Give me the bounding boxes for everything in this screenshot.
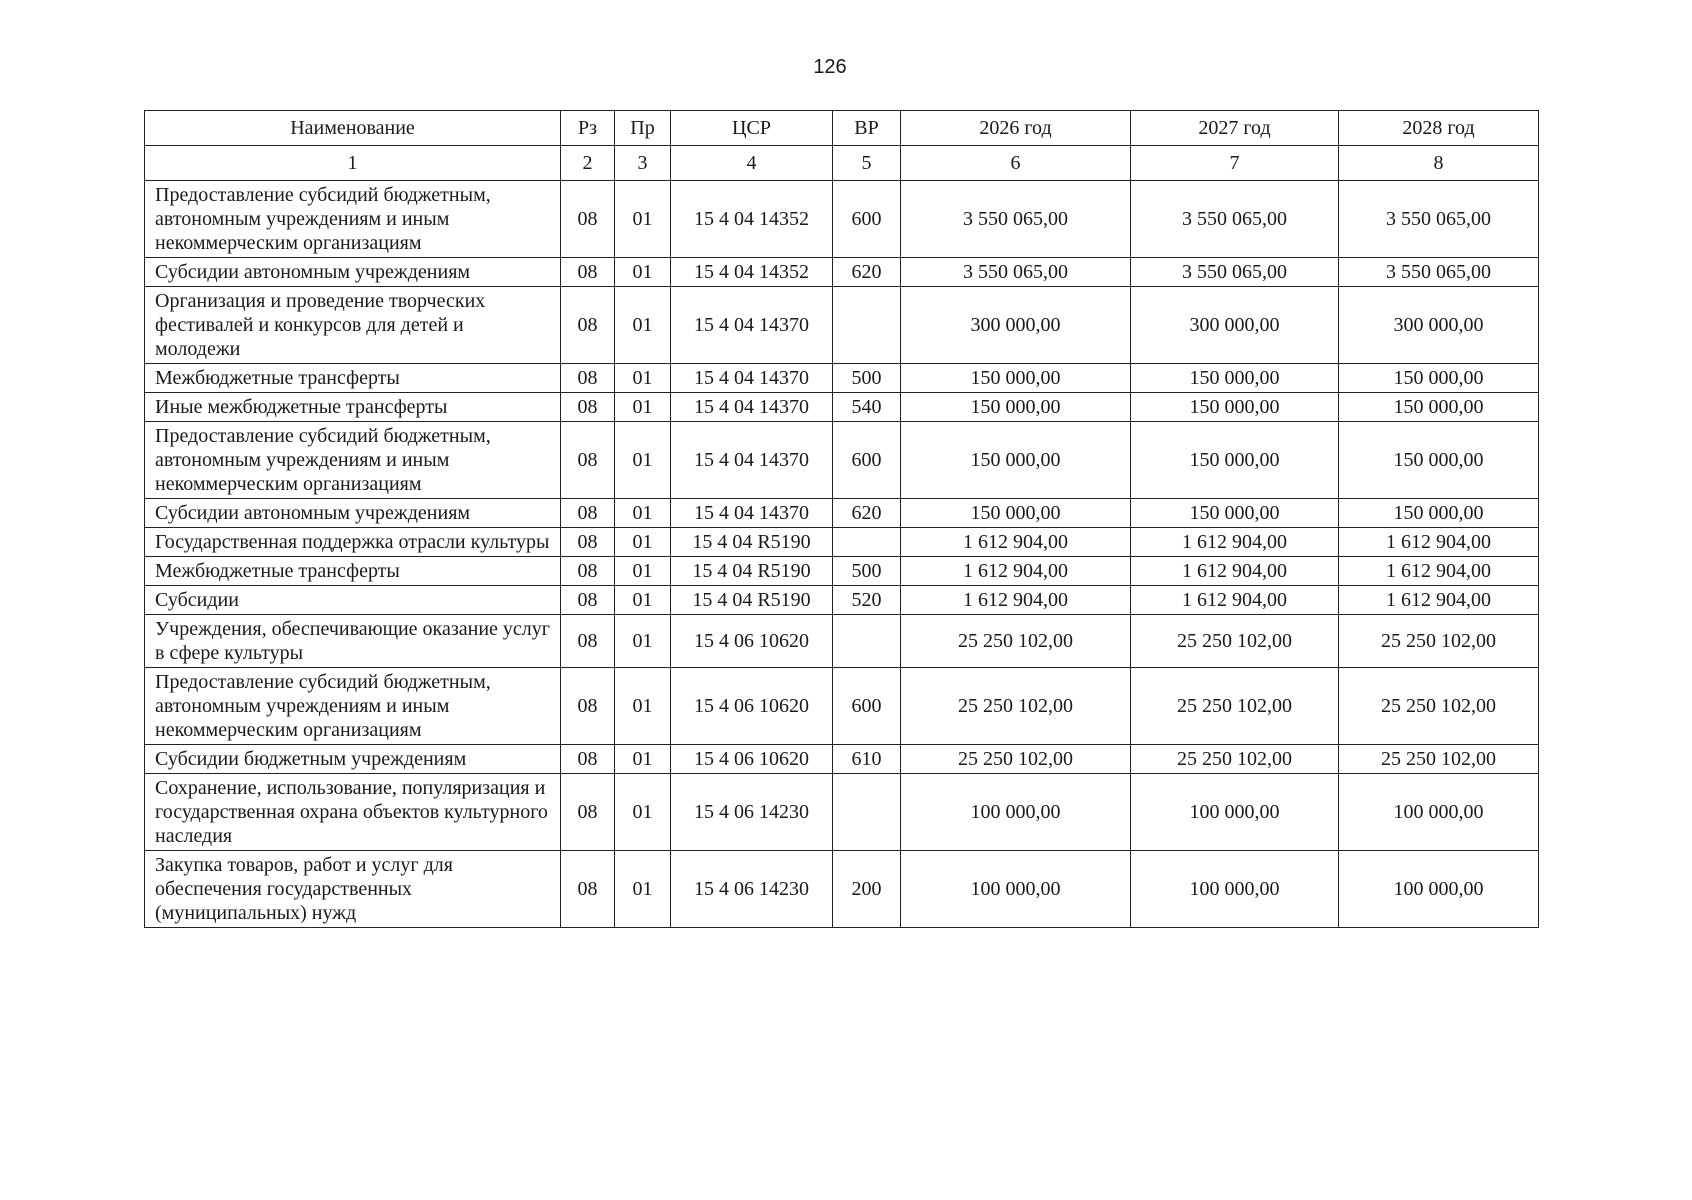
column-header-2027: 2027 год	[1131, 111, 1339, 146]
row-2028-cell: 1 612 904,00	[1339, 586, 1539, 615]
row-vr-cell: 200	[833, 851, 901, 928]
row-2026-cell: 25 250 102,00	[901, 615, 1131, 668]
row-name-cell: Иные межбюджетные трансферты	[145, 393, 561, 422]
row-2027-cell: 25 250 102,00	[1131, 668, 1339, 745]
row-rz-cell: 08	[561, 258, 615, 287]
row-csr-cell: 15 4 04 14370	[671, 287, 833, 364]
row-vr-cell: 600	[833, 668, 901, 745]
row-vr-cell	[833, 774, 901, 851]
table-row	[145, 774, 1539, 851]
row-2028-cell: 1 612 904,00	[1339, 528, 1539, 557]
row-name-cell: Предоставление субсидий бюджетным, автономным учреждениям и иным некоммерческим организациям	[145, 668, 561, 745]
column-number: 1	[145, 146, 561, 181]
row-name-cell: Закупка товаров, работ и услуг для обеспечения государственных (муниципальных) нужд	[145, 851, 561, 928]
row-name-cell: Государственная поддержка отрасли культуры	[145, 528, 561, 557]
row-vr-cell: 610	[833, 745, 901, 774]
row-name-cell: Субсидии	[145, 586, 561, 615]
table-body	[145, 181, 1539, 928]
row-vr-cell: 520	[833, 586, 901, 615]
row-2027-cell: 3 550 065,00	[1131, 181, 1339, 258]
row-rz-cell: 08	[561, 745, 615, 774]
row-rz-cell: 08	[561, 851, 615, 928]
row-pr-cell: 01	[615, 364, 671, 393]
row-pr-cell: 01	[615, 668, 671, 745]
row-vr-cell: 600	[833, 422, 901, 499]
row-2028-cell: 25 250 102,00	[1339, 668, 1539, 745]
row-2028-cell: 150 000,00	[1339, 364, 1539, 393]
table-row	[145, 851, 1539, 928]
row-2027-cell: 25 250 102,00	[1131, 615, 1339, 668]
row-csr-cell: 15 4 04 R5190	[671, 586, 833, 615]
row-csr-cell: 15 4 04 R5190	[671, 528, 833, 557]
column-header-rz: Рз	[561, 111, 615, 146]
budget-table	[144, 110, 1539, 928]
row-2028-cell: 25 250 102,00	[1339, 745, 1539, 774]
row-pr-cell: 01	[615, 851, 671, 928]
row-2026-cell: 100 000,00	[901, 851, 1131, 928]
row-2028-cell: 3 550 065,00	[1339, 181, 1539, 258]
column-number: 7	[1131, 146, 1339, 181]
page-number: 126	[813, 56, 847, 78]
row-2027-cell: 1 612 904,00	[1131, 557, 1339, 586]
row-2027-cell: 1 612 904,00	[1131, 528, 1339, 557]
row-csr-cell: 15 4 04 R5190	[671, 557, 833, 586]
row-csr-cell: 15 4 06 10620	[671, 745, 833, 774]
column-header-name: Наименование	[145, 111, 561, 146]
row-2027-cell: 150 000,00	[1131, 499, 1339, 528]
row-csr-cell: 15 4 06 14230	[671, 774, 833, 851]
row-rz-cell: 08	[561, 287, 615, 364]
row-2026-cell: 1 612 904,00	[901, 528, 1131, 557]
row-2026-cell: 1 612 904,00	[901, 557, 1131, 586]
column-header-2026: 2026 год	[901, 111, 1131, 146]
row-2026-cell: 1 612 904,00	[901, 586, 1131, 615]
row-pr-cell: 01	[615, 774, 671, 851]
row-2027-cell: 150 000,00	[1131, 364, 1339, 393]
table-row	[145, 364, 1539, 393]
column-header-pr: Пр	[615, 111, 671, 146]
row-vr-cell	[833, 528, 901, 557]
row-rz-cell: 08	[561, 393, 615, 422]
column-header-2028: 2028 год	[1339, 111, 1539, 146]
row-rz-cell: 08	[561, 774, 615, 851]
table-row	[145, 181, 1539, 258]
row-2027-cell: 25 250 102,00	[1131, 745, 1339, 774]
row-csr-cell: 15 4 06 10620	[671, 668, 833, 745]
row-2028-cell: 3 550 065,00	[1339, 258, 1539, 287]
row-2026-cell: 150 000,00	[901, 364, 1131, 393]
table-row	[145, 422, 1539, 499]
row-vr-cell: 620	[833, 258, 901, 287]
row-name-cell: Межбюджетные трансферты	[145, 364, 561, 393]
row-2028-cell: 150 000,00	[1339, 422, 1539, 499]
row-vr-cell: 600	[833, 181, 901, 258]
column-number: 8	[1339, 146, 1539, 181]
column-header-csr: ЦСР	[671, 111, 833, 146]
row-pr-cell: 01	[615, 745, 671, 774]
row-2027-cell: 1 612 904,00	[1131, 586, 1339, 615]
column-number: 6	[901, 146, 1131, 181]
row-2028-cell: 300 000,00	[1339, 287, 1539, 364]
row-pr-cell: 01	[615, 615, 671, 668]
header-row	[145, 111, 1539, 146]
row-2026-cell: 150 000,00	[901, 422, 1131, 499]
column-header-vr: ВР	[833, 111, 901, 146]
row-csr-cell: 15 4 04 14370	[671, 422, 833, 499]
row-name-cell: Межбюджетные трансферты	[145, 557, 561, 586]
row-name-cell: Субсидии бюджетным учреждениям	[145, 745, 561, 774]
table-row	[145, 528, 1539, 557]
row-csr-cell: 15 4 04 14370	[671, 364, 833, 393]
row-pr-cell: 01	[615, 258, 671, 287]
row-csr-cell: 15 4 04 14370	[671, 499, 833, 528]
row-pr-cell: 01	[615, 586, 671, 615]
row-rz-cell: 08	[561, 364, 615, 393]
row-vr-cell	[833, 615, 901, 668]
row-2026-cell: 100 000,00	[901, 774, 1131, 851]
row-2026-cell: 25 250 102,00	[901, 745, 1131, 774]
table-row	[145, 499, 1539, 528]
row-2026-cell: 150 000,00	[901, 499, 1131, 528]
row-2026-cell: 3 550 065,00	[901, 258, 1131, 287]
row-rz-cell: 08	[561, 557, 615, 586]
row-vr-cell	[833, 287, 901, 364]
row-pr-cell: 01	[615, 528, 671, 557]
table-row	[145, 287, 1539, 364]
column-number: 3	[615, 146, 671, 181]
table-row	[145, 393, 1539, 422]
row-name-cell: Субсидии автономным учреждениям	[145, 499, 561, 528]
row-vr-cell: 500	[833, 364, 901, 393]
row-rz-cell: 08	[561, 668, 615, 745]
row-pr-cell: 01	[615, 287, 671, 364]
row-name-cell: Сохранение, использование, популяризация и государственная охрана объектов культурного наследия	[145, 774, 561, 851]
row-name-cell: Предоставление субсидий бюджетным, автономным учреждениям и иным некоммерческим организациям	[145, 422, 561, 499]
row-csr-cell: 15 4 06 14230	[671, 851, 833, 928]
table-row	[145, 668, 1539, 745]
row-csr-cell: 15 4 04 14370	[671, 393, 833, 422]
row-name-cell: Субсидии автономным учреждениям	[145, 258, 561, 287]
row-2028-cell: 25 250 102,00	[1339, 615, 1539, 668]
row-rz-cell: 08	[561, 499, 615, 528]
column-number-row	[145, 146, 1539, 181]
row-rz-cell: 08	[561, 181, 615, 258]
row-2026-cell: 150 000,00	[901, 393, 1131, 422]
table-row	[145, 557, 1539, 586]
row-csr-cell: 15 4 04 14352	[671, 258, 833, 287]
row-pr-cell: 01	[615, 499, 671, 528]
row-2028-cell: 1 612 904,00	[1339, 557, 1539, 586]
table-row	[145, 745, 1539, 774]
row-2027-cell: 100 000,00	[1131, 774, 1339, 851]
column-number: 4	[671, 146, 833, 181]
row-2026-cell: 300 000,00	[901, 287, 1131, 364]
row-2028-cell: 150 000,00	[1339, 393, 1539, 422]
table-row	[145, 586, 1539, 615]
row-pr-cell: 01	[615, 181, 671, 258]
row-csr-cell: 15 4 06 10620	[671, 615, 833, 668]
row-2027-cell: 100 000,00	[1131, 851, 1339, 928]
row-name-cell: Предоставление субсидий бюджетным, автономным учреждениям и иным некоммерческим организациям	[145, 181, 561, 258]
row-2027-cell: 150 000,00	[1131, 422, 1339, 499]
row-vr-cell: 500	[833, 557, 901, 586]
row-rz-cell: 08	[561, 422, 615, 499]
row-vr-cell: 620	[833, 499, 901, 528]
row-rz-cell: 08	[561, 615, 615, 668]
row-name-cell: Организация и проведение творческих фестивалей и конкурсов для детей и молодежи	[145, 287, 561, 364]
table-row	[145, 258, 1539, 287]
row-name-cell: Учреждения, обеспечивающие оказание услуг в сфере культуры	[145, 615, 561, 668]
row-vr-cell: 540	[833, 393, 901, 422]
table-row	[145, 615, 1539, 668]
row-2028-cell: 150 000,00	[1339, 499, 1539, 528]
row-2026-cell: 3 550 065,00	[901, 181, 1131, 258]
row-2027-cell: 300 000,00	[1131, 287, 1339, 364]
row-2027-cell: 150 000,00	[1131, 393, 1339, 422]
column-number: 2	[561, 146, 615, 181]
row-2028-cell: 100 000,00	[1339, 774, 1539, 851]
column-number: 5	[833, 146, 901, 181]
row-2028-cell: 100 000,00	[1339, 851, 1539, 928]
row-rz-cell: 08	[561, 528, 615, 557]
row-csr-cell: 15 4 04 14352	[671, 181, 833, 258]
row-rz-cell: 08	[561, 586, 615, 615]
row-2026-cell: 25 250 102,00	[901, 668, 1131, 745]
row-pr-cell: 01	[615, 393, 671, 422]
row-pr-cell: 01	[615, 557, 671, 586]
row-pr-cell: 01	[615, 422, 671, 499]
row-2027-cell: 3 550 065,00	[1131, 258, 1339, 287]
